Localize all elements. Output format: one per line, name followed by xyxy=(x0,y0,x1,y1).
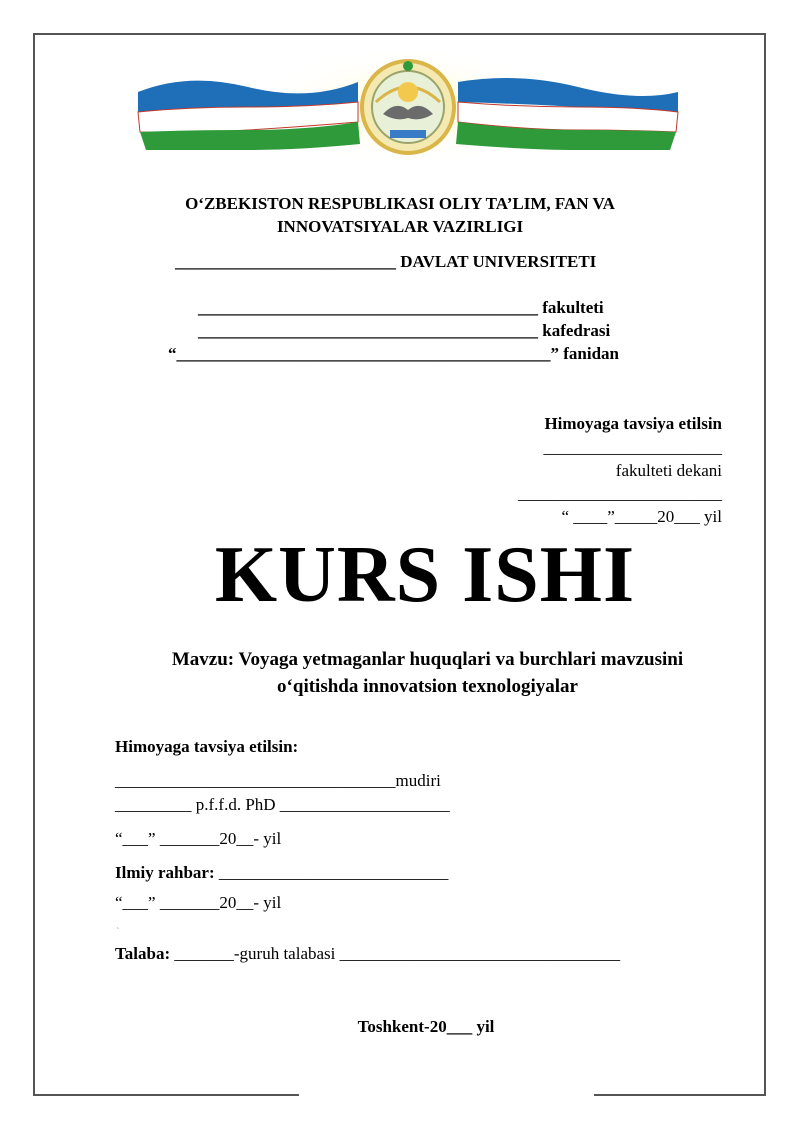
supervisor-blank: ___________________________ xyxy=(214,863,449,882)
document-title: KURS ISHI xyxy=(214,531,636,619)
approval-blank2: ________________________ xyxy=(518,484,722,503)
topic-line1: Mavzu: Voyaga yetmaganlar huquqlari va burchlari mavzusini xyxy=(171,649,684,670)
supervisor-label: Ilmiy rahbar: xyxy=(115,863,215,882)
approval-date: “ ____”_____20___ yil xyxy=(561,507,722,526)
approval-blank1: _____________________ xyxy=(543,438,722,457)
ministry-line2: INNOVATSIYALAR VAZIRLIGI xyxy=(276,217,524,236)
student-line xyxy=(115,944,620,964)
topic-line2: o‘qitishda innovatsion texnologiyalar xyxy=(277,676,578,697)
supervisor-date: “___” _______20__- yil xyxy=(115,893,282,912)
approval-heading: Himoyaga tavsiya etilsin xyxy=(544,414,722,433)
page-border-bottom-right xyxy=(594,1094,766,1096)
stray-mark: ˴ xyxy=(116,922,120,933)
university-line: __________________________ DAVLAT UNIVERSITETI xyxy=(175,252,597,271)
student-label: Talaba: xyxy=(115,944,171,963)
subject-line: “____________________________________________” fanidan xyxy=(168,344,619,363)
department-line: ________________________________________ kafedrasi xyxy=(198,321,611,340)
defense-date: “___” _______20__- yil xyxy=(115,829,282,848)
student-blank: _______-guruh talabasi _________________________________ xyxy=(170,944,621,963)
state-emblem-banner xyxy=(128,52,688,162)
footer-city-year: Toshkent-20___ yil xyxy=(357,1017,495,1036)
phd-line: _________ p.f.f.d. PhD ____________________ xyxy=(115,795,450,814)
faculty-line: ________________________________________ fakulteti xyxy=(198,298,604,317)
flag-emblem-icon xyxy=(128,52,688,162)
supervisor-line xyxy=(115,863,448,883)
dean-label: fakulteti dekani xyxy=(615,461,722,480)
ministry-line1: O‘ZBEKISTON RESPUBLIKASI OLIY TA’LIM, FAN VA xyxy=(185,194,615,213)
defense-heading: Himoyaga tavsiya etilsin: xyxy=(115,737,299,756)
page-border-bottom-left xyxy=(33,1094,299,1096)
head-of-dept-line: _________________________________mudiri xyxy=(115,771,441,790)
